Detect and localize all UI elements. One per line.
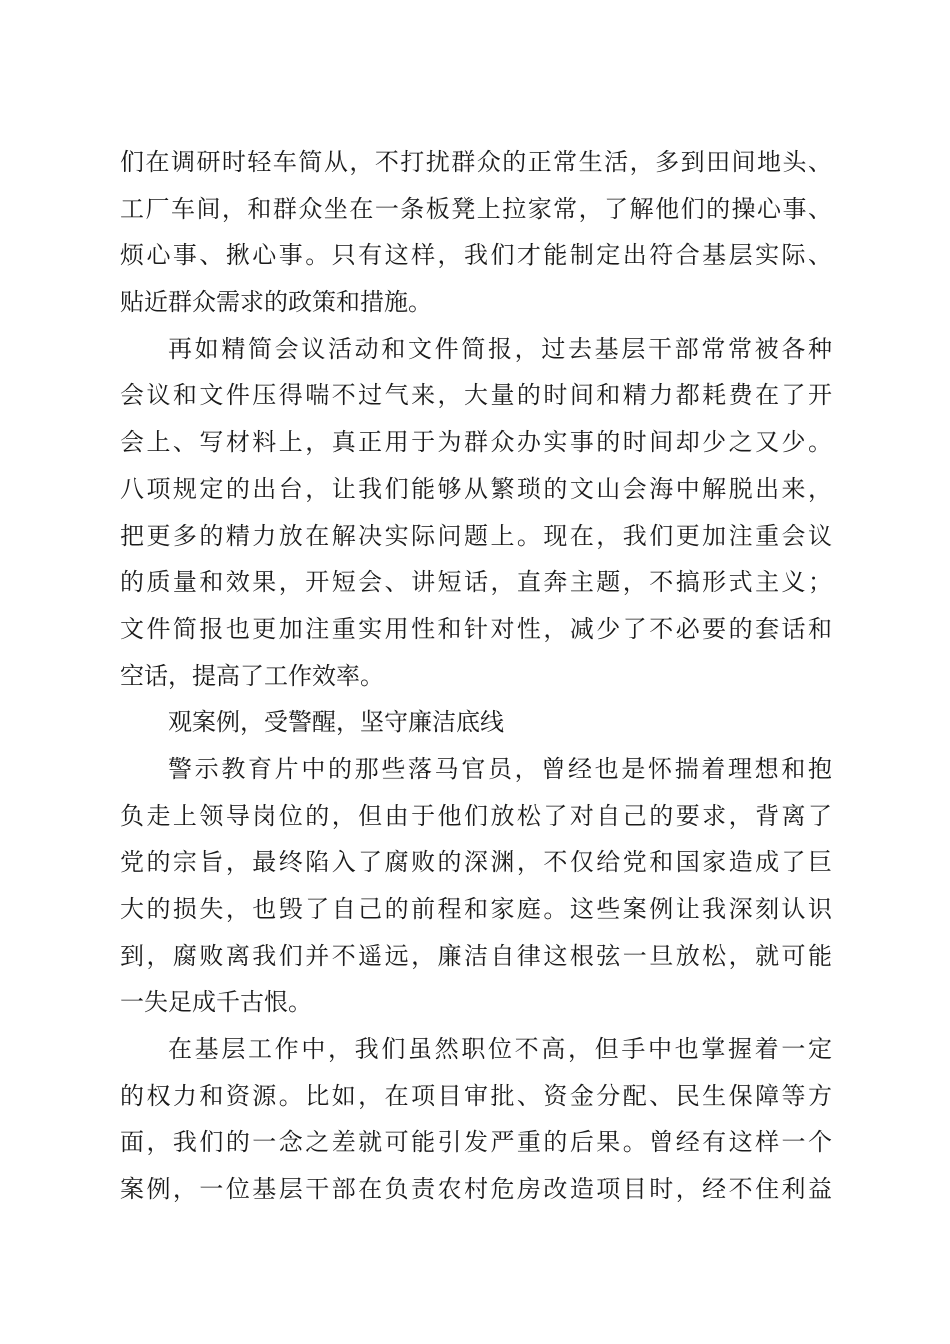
text-line: 烦心事、揪心事。只有这样，我们才能制定出符合基层实际、 <box>120 241 832 270</box>
paragraph-2 <box>120 326 832 700</box>
section-heading <box>120 699 832 746</box>
text-line: 面，我们的一念之差就可能引发严重的后果。曾经有这样一个 <box>120 1128 832 1157</box>
text-line: 党的宗旨，最终陷入了腐败的深渊，不仅给党和国家造成了巨 <box>120 848 832 877</box>
text-line: 的权力和资源。比如，在项目审批、资金分配、民生保障等方 <box>120 1081 832 1110</box>
text-line: 案例，一位基层干部在负责农村危房改造项目时，经不住利益 <box>120 1175 832 1204</box>
text-line: 空话，提高了工作效率。 <box>120 661 384 690</box>
text-line: 负走上领导岗位的，但由于他们放松了对自己的要求，背离了 <box>120 801 832 830</box>
text-line: 警示教育片中的那些落马官员，曾经也是怀揣着理想和抱 <box>168 754 832 783</box>
text-line: 文件简报也更加注重实用性和针对性，减少了不必要的套话和 <box>120 614 832 643</box>
text-line: 会议和文件压得喘不过气来，大量的时间和精力都耗费在了开 <box>120 381 832 410</box>
text-line: 大的损失，也毁了自己的前程和家庭。这些案例让我深刻认识 <box>120 895 832 923</box>
text-line: 的质量和效果，开短会、讲短话，直奔主题，不搞形式主义； <box>120 568 832 597</box>
text-line: 一失足成千古恨。 <box>120 988 312 1017</box>
paragraph-4 <box>120 1026 832 1213</box>
paragraph-1 <box>120 139 832 326</box>
paragraph-3 <box>120 746 832 1026</box>
text-line: 把更多的精力放在解决实际问题上。现在，我们更加注重会议 <box>120 521 832 550</box>
section-heading-text: 观案例，受警醒，坚守廉洁底线 <box>168 708 504 737</box>
text-line: 到，腐败离我们并不遥远，廉洁自律这根弦一旦放松，就可能 <box>120 941 832 970</box>
text-line: 会上、写材料上，真正用于为群众办实事的时间却少之又少。 <box>120 428 832 457</box>
text-line: 八项规定的出台，让我们能够从繁琐的文山会海中解脱出来， <box>120 474 832 503</box>
text-line: 工厂车间，和群众坐在一条板凳上拉家常，了解他们的操心事、 <box>120 194 832 223</box>
document-page <box>120 139 832 1213</box>
text-line: 们在调研时轻车简从，不打扰群众的正常生活，多到田间地头、 <box>120 148 832 176</box>
text-line: 再如精简会议活动和文件简报，过去基层干部常常被各种 <box>168 334 832 363</box>
text-line: 贴近群众需求的政策和措施。 <box>120 288 432 317</box>
text-line: 在基层工作中，我们虽然职位不高，但手中也掌握着一定 <box>168 1035 832 1064</box>
